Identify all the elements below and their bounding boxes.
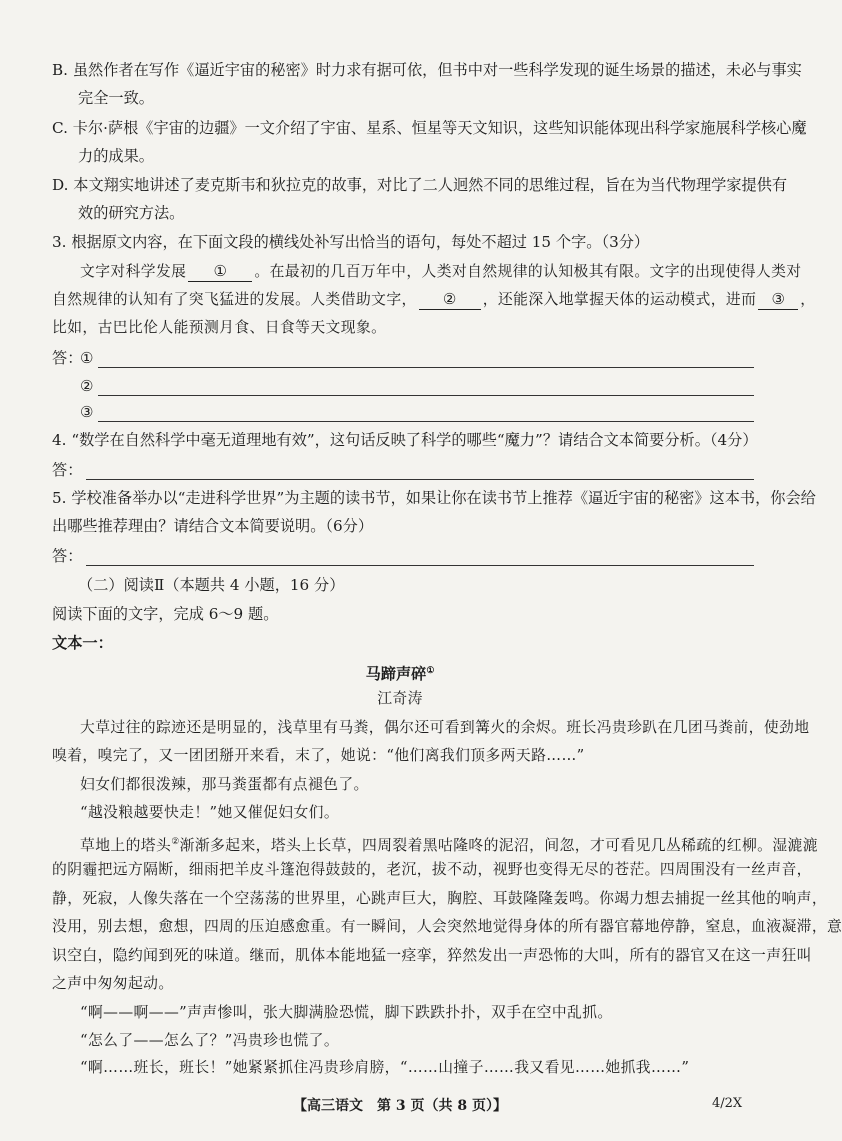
q3-prompt: 3. 根据原文内容，在下面文段的横线处补写出恰当的语句，每处不超过 15 个字。（3分）: [52, 233, 650, 251]
story-title: 马蹄声碎: [365, 665, 427, 684]
story-line: [80, 832, 818, 856]
story-line: “啊——啊——”声声惨叫，张大脚满脸恐慌，脚下跌跌扑扑，双手在空中乱抓。: [80, 1004, 613, 1021]
option-d-line1: D. 本文翔实地讲述了麦克斯韦和狄拉克的故事，对比了二人迥然不同的思维过程，旨在为当代物理学家提供有: [52, 176, 788, 194]
option-b-line1: B. 虽然作者在写作《逼近宇宙的秘密》时力求有据可依，但书中对一些科学发现的诞生场景的描述，未必与事实: [52, 61, 802, 79]
story-line: 嗅着，嗅完了，又一团团掰开来看，末了，她说：“他们离我们顶多两天路……”: [52, 747, 585, 764]
q5-prompt-line2: 出哪些推荐理由？请结合文本简要说明。（6分）: [52, 517, 374, 535]
q3-blank-2: ②: [419, 291, 481, 310]
footnote-mark: ①: [426, 666, 435, 676]
q3-answer-num-2: ②: [80, 377, 94, 395]
q3-blank-1: ①: [188, 263, 252, 282]
q3-passage-text: 文字对科学发展: [80, 263, 187, 280]
section-instruction: 阅读下面的文字，完成 6～9 题。: [52, 605, 279, 623]
q3-passage-text: ，: [800, 291, 816, 308]
q5-answer-label: 答：: [52, 547, 83, 565]
q4-answer-line[interactable]: [86, 479, 754, 480]
option-d-line2: 效的研究方法。: [78, 204, 185, 222]
q3-answer-line-2[interactable]: [98, 395, 754, 396]
story-line: 识空白，隐约闻到死的味道。继而，肌体本能地猛一痉挛，猝然发出一声恐怖的大叫，所有的器官又在这一声狂叫: [52, 947, 812, 964]
q3-blank-3: ③: [758, 291, 798, 310]
story-line: 的阴霾把远方隔断，细雨把羊皮斗篷泡得鼓鼓的，老沉，拔不动，视野也变得无尽的苍茫。四周围没有一丝声音，: [52, 861, 812, 878]
q3-answer-line-3[interactable]: [98, 421, 754, 422]
q3-answer-num-1: ①: [80, 349, 94, 367]
q3-passage-text: 自然规律的认知有了突飞猛进的发展。人类借助文字，: [52, 291, 417, 308]
section-heading: （二）阅读Ⅱ（本题共 4 小题，16 分）: [78, 576, 345, 594]
q3-passage-line1: [80, 262, 802, 282]
story-line: 妇女们都很泼辣，那马粪蛋都有点褪色了。: [80, 776, 369, 793]
text-label: 文本一：: [52, 634, 113, 652]
q3-answer-label: 答：: [52, 349, 83, 367]
story-line: “越没粮越要快走！”她又催促妇女们。: [80, 804, 340, 821]
q4-prompt: 4. “数学在自然科学中毫无道理地有效”，这句话反映了科学的哪些“魔力”？请结合文本简要分析。（4分）: [52, 431, 758, 449]
q3-passage-line3: 比如，古巴比伦人能预测月食、日食等天文现象。: [52, 319, 387, 336]
q3-passage-text: 。在最初的几百万年中，人类对自然规律的认知极其有限。文字的出现使得人类对: [254, 263, 802, 280]
option-c-line1: C. 卡尔·萨根《宇宙的边疆》一文介绍了宇宙、星系、恒星等天文知识，这些知识能体现出科学家施展科学核心魔: [52, 119, 807, 137]
option-b-line2: 完全一致。: [78, 89, 154, 107]
story-line: 之声中匆匆起动。: [52, 975, 174, 992]
q3-answer-num-3: ③: [80, 403, 94, 421]
story-line: 没用，别去想，愈想，四周的压迫感愈重。有一瞬间，人会突然地觉得身体的所有器官幕地停静，窒息，血液凝滞，意: [52, 918, 842, 935]
page-code: 4/2X: [712, 1096, 743, 1111]
story-author: 江奇涛: [377, 690, 423, 707]
q3-passage-line2: [52, 290, 816, 310]
story-line: 静，死寂，人像失落在一个空荡荡的世界里，心跳声巨大，胸腔、耳鼓隆隆轰鸣。你竭力想去捕捉一丝其他的响声，: [52, 890, 828, 907]
option-c-line2: 力的成果。: [78, 147, 154, 165]
q4-answer-label: 答：: [52, 461, 83, 479]
q3-passage-text: ，还能深入地掌握天体的运动模式，进而: [482, 291, 757, 308]
story-line: “怎么了——怎么了？”冯贵珍也慌了。: [80, 1032, 340, 1049]
footnote-mark: ②: [171, 837, 180, 847]
q5-answer-line[interactable]: [86, 565, 754, 566]
story-title-line: [0, 661, 800, 684]
q3-answer-line-1[interactable]: [98, 367, 754, 368]
story-text: 草地上的塔头: [80, 836, 172, 854]
story-line: “啊……班长，班长！”她紧紧抓住冯贵珍肩膀，“……山撞子……我又看见……她抓我……”: [80, 1059, 690, 1076]
page-footer: 【高三语文 第 3 页（共 8 页）】: [293, 1098, 507, 1114]
story-line: 大草过往的踪迹还是明显的，浅草里有马粪，偶尔还可看到篝火的余烬。班长冯贵珍趴在几团马粪前，使劲地: [80, 719, 810, 736]
story-text: 渐渐多起来，塔头上长草，四周裂着黑咕隆咚的泥沼，间忽，才可看见几丛稀疏的红柳。湿漉漉: [179, 836, 818, 854]
q5-prompt-line1: 5. 学校准备举办以“走进科学世界”为主题的读书节，如果让你在读书节上推荐《逼近宇宙的秘密》这本书，你会给: [52, 489, 816, 507]
